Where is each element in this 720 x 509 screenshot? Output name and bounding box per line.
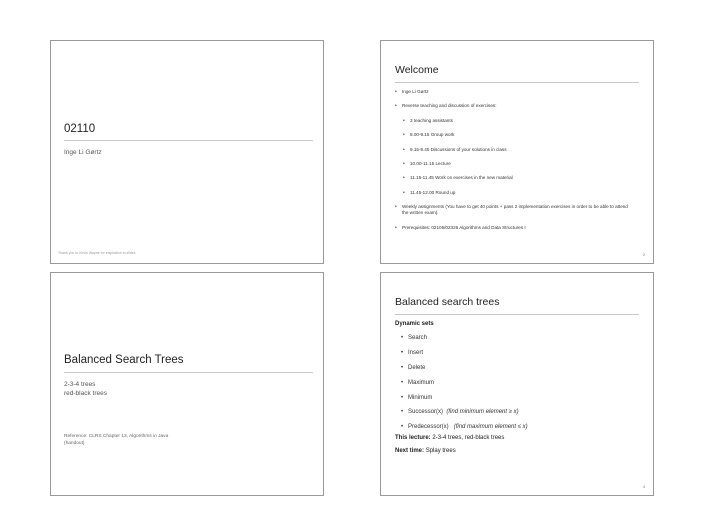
- op-name: Delete: [408, 364, 426, 371]
- bullet-item: • Inge Li Gørtz: [395, 89, 645, 95]
- bullet-item: • Reverse teaching and discussion of exercises:: [395, 103, 645, 109]
- slide-2-bullet-list: [395, 89, 645, 239]
- op-name: Search: [408, 335, 428, 341]
- slide-3-topic: 2-3-4 trees: [64, 381, 96, 388]
- slide-4-this-lecture: [395, 435, 504, 441]
- slide-1-divider: [64, 140, 313, 141]
- slide-4-title: Balanced search trees: [395, 296, 500, 308]
- slide-4-page-number: 4: [642, 484, 645, 489]
- bullet-item: • 8.00-9.15 Group work: [403, 132, 645, 138]
- bullet-item: • Prerequisites: 02105/02326 Algorithms and Data Structures I: [395, 225, 645, 231]
- bullet-item: • 11.45-12.00 Round up: [403, 190, 645, 196]
- slide-4-ops-list: [401, 334, 641, 438]
- op-note: (find maximum element ≤ x): [453, 424, 528, 431]
- this-lecture-value: 2-3-4 trees, red-black trees: [432, 435, 505, 441]
- bullet-item: • 10.00-11.15 Lecture: [403, 161, 645, 167]
- op-name: Successor(x): [408, 409, 444, 416]
- op-name: Predecessor(x): [408, 424, 449, 431]
- slide-4[interactable]: [380, 272, 654, 496]
- slide-1[interactable]: [50, 40, 324, 264]
- next-time-label: Next time:: [395, 448, 425, 454]
- op-item: [401, 334, 641, 342]
- bullet-item: • Weekly assignments (You have to get 40 points + pass 2 implementation exercises in order to be able to attend the written exam).: [395, 204, 630, 216]
- op-item: [401, 423, 641, 431]
- slide-2-divider: [395, 82, 639, 83]
- slide-1-footer: Thank you to Kevin Wayne for inspiration to slides: [58, 251, 136, 255]
- op-name: Minimum: [408, 394, 433, 401]
- slide-3-divider: [64, 372, 313, 373]
- slide-2-page-number: 2: [642, 252, 645, 257]
- slide-2-title: Welcome: [395, 64, 439, 76]
- op-item: [401, 394, 641, 402]
- slide-3-reference: [64, 433, 168, 447]
- reference-line: Reference: CLRS Chapter 13, Algorithms in Java: [64, 434, 169, 439]
- op-item: [401, 408, 641, 416]
- op-name: Maximum: [408, 379, 435, 386]
- slide-1-title: 02110: [64, 123, 96, 135]
- bullet-item: • 3 teaching assistants: [403, 118, 645, 124]
- slide-3[interactable]: [50, 272, 324, 496]
- slide-1-author: Inge Li Gørtz: [64, 149, 102, 156]
- op-item: [401, 379, 641, 387]
- bullet-item: • 11.15-11.45 Work on exercises in the new material: [403, 175, 645, 181]
- slide-4-next-time: [395, 448, 456, 454]
- slide-4-divider: [395, 314, 639, 315]
- slide-2[interactable]: [380, 40, 654, 264]
- slide-4-section-heading: Dynamic sets: [395, 321, 434, 327]
- op-item: [401, 364, 641, 372]
- bullet-item: • 9.15-9.45 Discussions of your solutions in class: [403, 147, 645, 153]
- op-note: (find minimum element ≥ x): [446, 409, 519, 416]
- this-lecture-label: This lecture:: [395, 435, 431, 441]
- next-time-value: Splay trees: [425, 448, 456, 454]
- reference-line: (handout): [64, 441, 85, 447]
- slide-3-title: Balanced Search Trees: [64, 354, 184, 366]
- slide-3-topics: [64, 380, 107, 399]
- op-name: Insert: [408, 349, 424, 356]
- slide-3-topic: red-black trees: [64, 390, 107, 398]
- op-item: [401, 349, 641, 357]
